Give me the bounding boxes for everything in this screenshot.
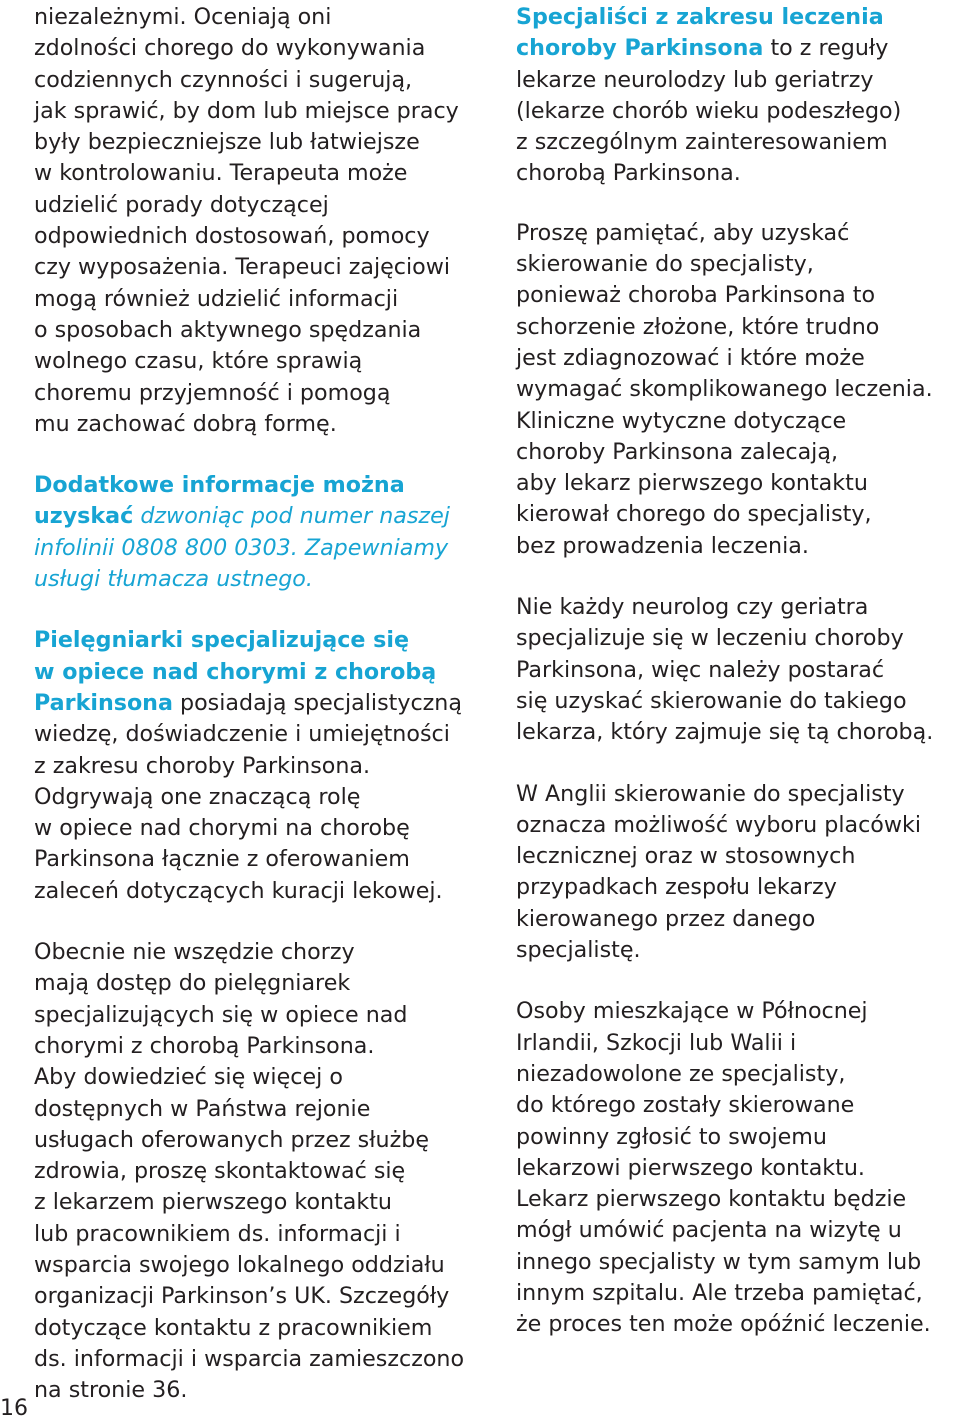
text-line: mu zachować dobrą formę. — [34, 410, 337, 437]
specialist-nurses-paragraph — [34, 625, 504, 907]
text-line: Odgrywają one znaczącą rolę — [34, 783, 361, 810]
text-line: zaleceń dotyczących kuracji lekowej. — [34, 877, 443, 904]
text-line: jak sprawić, by dom lub miejsce pracy — [34, 97, 459, 124]
text-line: schorzenie złożone, które trudno — [516, 313, 880, 340]
text-line: codziennych czynności i sugerują, — [34, 66, 413, 93]
text-line: powinny zgłosić to swojemu — [516, 1123, 827, 1150]
text-line: usługach oferowanych przez służbę — [34, 1126, 429, 1153]
text-line: z lekarzem pierwszego kontaktu — [34, 1189, 392, 1216]
text-line: w opiece nad chorymi na chorobę — [34, 815, 410, 842]
text-line: z szczególnym zainteresowaniem — [516, 129, 888, 156]
text-line: lekarza, który zajmuje się tą chorobą. — [516, 719, 934, 746]
text-line: Lekarz pierwszego kontaktu będzie — [516, 1186, 907, 1213]
text-line: bez prowadzenia leczenia. — [516, 532, 809, 559]
text-line: ds. informacji i wsparcia zamieszczono — [34, 1345, 465, 1372]
england-paragraph — [516, 779, 960, 967]
paragraph-gap — [516, 562, 960, 592]
text-line: to z reguły — [763, 35, 889, 62]
text-line: mają dostęp do pielęgniarek — [34, 970, 351, 997]
right-column — [516, 2, 960, 1341]
text-line: Proszę pamiętać, aby uzyskać — [516, 219, 850, 246]
text-line: specjalizuje się w leczeniu choroby — [516, 625, 904, 652]
helpline-number: infolinii 0808 800 0303. Zapewniamy — [34, 534, 449, 561]
text-line: chorymi z chorobą Parkinsona. — [34, 1032, 375, 1059]
text-line: specjalistę. — [516, 937, 641, 964]
text-line: wsparcia swojego lokalnego oddziału — [34, 1251, 445, 1278]
nurses-heading: w opiece nad chorymi z chorobą — [34, 658, 437, 685]
text-line: choremu przyjemność i pomogą — [34, 379, 391, 406]
text-line: dotyczące kontaktu z pracownikiem — [34, 1314, 433, 1341]
helpline-heading-end: uzyskać — [34, 503, 134, 530]
text-line: lecznicznej oraz w stosownych — [516, 843, 856, 870]
text-line: lub pracownikiem ds. informacji i — [34, 1220, 401, 1247]
text-line: wiedzę, doświadczenie i umiejętności — [34, 721, 450, 748]
specialists-heading-end: choroby Parkinsona — [516, 35, 764, 62]
page-number: 16 — [0, 1396, 28, 1421]
text-line: w kontrolowaniu. Terapeuta może — [34, 160, 408, 187]
text-line: oznacza możliwość wyboru placówki — [516, 811, 922, 838]
text-line: wolnego czasu, które sprawią — [34, 348, 363, 375]
text-line: lekarze neurolodzy lub geriatrzy — [516, 66, 874, 93]
text-line: Nie każdy neurolog czy geriatra — [516, 594, 869, 621]
text-line: niezależnymi. Oceniają oni — [34, 4, 332, 30]
text-line: niezadowolone ze specjalisty, — [516, 1060, 846, 1087]
text-line: udzielić porady dotyczącej — [34, 191, 329, 218]
text-line: Obecnie nie wszędzie chorzy — [34, 939, 355, 966]
text-line: Kliniczne wytyczne dotyczące — [516, 407, 847, 434]
text-line: Parkinsona łącznie z oferowaniem — [34, 846, 410, 873]
text-line: jest zdiagnozować i które może — [516, 344, 865, 371]
text-line: kierowanego przez danego — [516, 905, 816, 932]
text-line: kierował chorego do specjalisty, — [516, 501, 872, 528]
text-line: z zakresu choroby Parkinsona. — [34, 752, 371, 779]
referral-paragraph — [516, 218, 960, 562]
specialists-heading: Specjaliści z zakresu leczenia — [516, 4, 884, 30]
text-line: lekarzowi pierwszego kontaktu. — [516, 1154, 865, 1181]
text-line: choroby Parkinsona zalecają, — [516, 438, 838, 465]
text-line: posiadają specjalistyczną — [172, 689, 462, 716]
text-line: wymagać skomplikowanego leczenia. — [516, 376, 933, 403]
text-line: Aby dowiedzieć się więcej o — [34, 1064, 343, 1091]
text-line: chorobą Parkinsona. — [516, 160, 741, 187]
nurses-heading-end: Parkinsona — [34, 689, 173, 716]
text-line: mogą również udzielić informacji — [34, 285, 399, 312]
text-line: zdrowia, proszę skontaktować się — [34, 1158, 406, 1185]
text-line: aby lekarz pierwszego kontaktu — [516, 470, 868, 497]
text-line: do którego zostały skierowane — [516, 1092, 855, 1119]
helpline-paragraph — [34, 470, 504, 595]
northern-ireland-paragraph — [516, 996, 960, 1340]
text-line: W Anglii skierowanie do specjalisty — [516, 780, 905, 807]
helpline-heading: Dodatkowe informacje można — [34, 472, 405, 499]
paragraph-gap — [34, 595, 504, 625]
text-line: zdolności chorego do wykonywania — [34, 35, 426, 62]
text-line: odpowiednich dostosowań, pomocy — [34, 223, 430, 250]
text-line: przypadkach zespołu lekarzy — [516, 874, 837, 901]
text-line: że proces ten może opóźnić leczenie. — [516, 1311, 931, 1338]
text-line: były bezpieczniejsze lub łatwiejsze — [34, 129, 420, 156]
text-line: dostępnych w Państwa rejonie — [34, 1095, 371, 1122]
paragraph-gap — [34, 907, 504, 937]
neurologist-paragraph — [516, 592, 960, 748]
paragraph-gap — [34, 440, 504, 470]
paragraph-gap — [516, 190, 960, 218]
paragraph-gap — [516, 966, 960, 996]
text-line: Osoby mieszkające w Północnej — [516, 998, 868, 1025]
helpline-text: usługi tłumacza ustnego. — [34, 566, 313, 593]
helpline-text: dzwoniąc pod numer naszej — [133, 503, 450, 530]
nurse-access-paragraph — [34, 937, 504, 1406]
text-line: (lekarze chorób wieku podeszłego) — [516, 97, 902, 124]
left-column — [34, 2, 504, 1406]
specialists-paragraph — [516, 2, 960, 190]
text-line: skierowanie do specjalisty, — [516, 251, 814, 278]
text-line: mógł umówić pacjenta na wizytę u — [516, 1217, 902, 1244]
occupational-therapy-paragraph — [34, 2, 504, 440]
text-line: innego specjalisty w tym samym lub — [516, 1248, 922, 1275]
text-line: Parkinsona, więc należy postarać — [516, 656, 885, 683]
text-line: o sposobach aktywnego spędzania — [34, 316, 422, 343]
text-line: ponieważ choroba Parkinsona to — [516, 282, 876, 309]
text-line: się uzyskać skierowanie do takiego — [516, 687, 907, 714]
text-line: innym szpitalu. Ale trzeba pamiętać, — [516, 1279, 923, 1306]
paragraph-gap — [516, 749, 960, 779]
text-line: czy wyposażenia. Terapeuci zajęciowi — [34, 254, 451, 281]
nurses-heading: Pielęgniarki specjalizujące się — [34, 627, 409, 654]
text-line: na stronie 36. — [34, 1377, 188, 1404]
text-line: Irlandii, Szkocji lub Walii i — [516, 1029, 797, 1056]
text-line: organizacji Parkinson’s UK. Szczegóły — [34, 1283, 450, 1310]
text-line: specjalizujących się w opiece nad — [34, 1001, 408, 1028]
